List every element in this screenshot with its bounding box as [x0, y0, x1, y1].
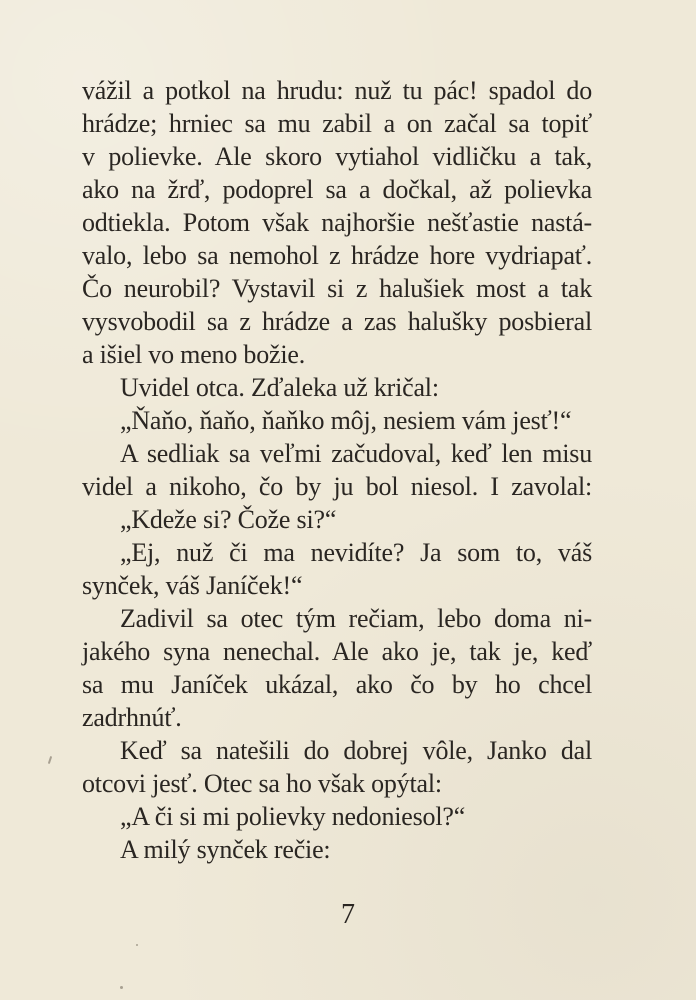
paper-speck: [136, 944, 138, 946]
text-line: vysvobodil sa z hrádze a zas halušky posbieral: [82, 307, 592, 336]
text-line: „A či si mi polievky nedoniesol?“: [120, 802, 466, 831]
page-number: 7: [341, 899, 355, 930]
text-line: valo, lebo sa nemohol z hrádze hore vydriapať.: [82, 241, 592, 270]
paper-speck: [48, 756, 52, 764]
text-line: zadrhnúť.: [82, 703, 182, 732]
text-line: ako na žrď, podoprel sa a dočkal, až polievka: [82, 175, 592, 204]
text-line: sa mu Janíček ukázal, ako čo by ho chcel: [82, 670, 592, 699]
text-line: „Kdeže si? Čože si?“: [120, 505, 337, 534]
text-line: odtiekla. Potom však najhoršie nešťastie nastá-: [82, 208, 592, 237]
text-line: a išiel vo meno božie.: [82, 340, 306, 369]
text-line: Uvidel otca. Zďaleka už kričal:: [120, 373, 439, 402]
body-text: [82, 74, 592, 866]
text-line: Zadivil sa otec tým rečiam, lebo doma ni-: [120, 604, 592, 633]
text-line: „Ej, nuž či ma nevidíte? Ja som to, váš: [120, 538, 592, 567]
text-line: Keď sa natešili do dobrej vôle, Janko dal: [120, 736, 592, 765]
text-line: A sedliak sa veľmi začudoval, keď len misu: [120, 439, 592, 468]
paper-speck: [120, 986, 123, 989]
text-line: videl a nikoho, čo by ju bol niesol. I zavolal:: [82, 472, 592, 501]
text-line: synček, váš Janíček!“: [82, 571, 303, 600]
text-line: otcovi jesť. Otec sa ho však opýtal:: [82, 769, 442, 798]
text-line: A milý synček rečie:: [120, 835, 331, 864]
text-line: hrádze; hrniec sa mu zabil a on začal sa topiť: [82, 109, 592, 138]
text-line: jakého syna nenechal. Ale ako je, tak je, keď: [82, 637, 592, 666]
text-line: v polievke. Ale skoro vytiahol vidličku a tak,: [82, 142, 592, 171]
text-line: vážil a potkol na hrudu: nuž tu pác! spadol do: [82, 76, 592, 105]
text-line: Čo neurobil? Vystavil si z halušiek most a tak: [82, 274, 592, 303]
text-line: „Ňaňo, ňaňo, ňaňko môj, nesiem vám jesť!“: [120, 406, 572, 435]
